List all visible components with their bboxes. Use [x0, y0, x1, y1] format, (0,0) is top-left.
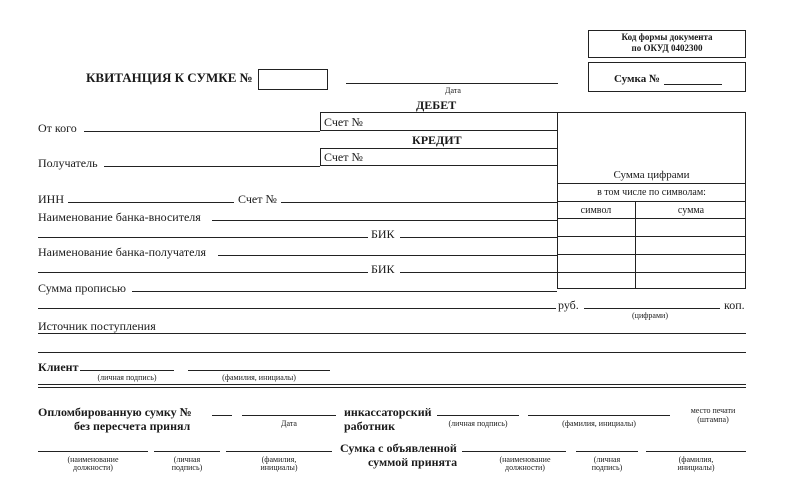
symbol-row-2[interactable]	[557, 254, 746, 255]
sum-words-label: Сумма прописью	[38, 281, 127, 295]
symbol-row-1[interactable]	[557, 236, 746, 237]
br-signature-caption1: (личная	[593, 455, 621, 464]
bl-signature-caption1: (личная	[173, 455, 201, 464]
inn-line[interactable]	[68, 202, 234, 203]
sum-words-line1[interactable]	[132, 291, 557, 292]
collector-signature-caption: (личная подпись)	[448, 419, 508, 428]
client-name-line[interactable]	[188, 370, 330, 371]
sum-col-divider	[635, 201, 636, 289]
sealed-date-caption: Дата	[281, 419, 297, 428]
okud-line1: Код формы документа	[621, 32, 713, 42]
stamp-line1: место печати	[690, 406, 736, 415]
bik-label-2: БИК	[371, 262, 395, 276]
col-symbol-header: символ	[580, 205, 612, 216]
client-signature-caption: (личная подпись)	[97, 373, 157, 382]
bl-name-line[interactable]	[226, 451, 332, 452]
including-symbols-label: в том числе по символам:	[597, 187, 706, 198]
br-signature-line[interactable]	[576, 451, 638, 452]
bl-signature-line[interactable]	[154, 451, 220, 452]
sealed-line2: без пересчета принял	[74, 419, 191, 433]
bag-label: Сумка №	[614, 73, 660, 85]
bag-box	[588, 62, 746, 92]
br-signature-caption2: подпись)	[591, 463, 623, 472]
digits-caption: (цифрами)	[632, 311, 668, 320]
kop-line[interactable]	[584, 308, 720, 309]
recipient-line[interactable]	[104, 166, 320, 167]
bl-position-caption2: должности)	[73, 463, 113, 472]
bank-depositor-label: Наименование банка-вносителя	[38, 210, 201, 224]
debit-account-label: Счет №	[324, 115, 363, 129]
page-title: КВИТАНЦИЯ К СУМКЕ №	[86, 70, 253, 85]
br-name-caption2: инициалы)	[677, 463, 715, 472]
inn-label: ИНН	[38, 192, 64, 206]
bag-number-line[interactable]	[664, 84, 722, 85]
separator-line-1	[38, 384, 746, 385]
declared-line1: Сумка с объявленной	[340, 441, 457, 455]
from-line[interactable]	[84, 131, 320, 132]
sum-digits-label: Сумма цифрами	[613, 169, 690, 181]
sealed-number-line[interactable]	[212, 415, 232, 416]
col-sum-header: сумма	[677, 205, 705, 216]
bank-depositor-line2[interactable]	[38, 237, 368, 238]
separator-line-2	[38, 387, 746, 388]
okud-line2: по ОКУД 0402300	[631, 43, 703, 53]
client-label: Клиент	[38, 360, 79, 374]
bl-name-caption1: (фамилия,	[261, 455, 297, 464]
client-signature-line[interactable]	[80, 370, 174, 371]
credit-account-label: Счет №	[324, 150, 363, 164]
br-position-caption2: должности)	[505, 463, 545, 472]
source-line2[interactable]	[38, 352, 746, 353]
symbol-row-3[interactable]	[557, 272, 746, 273]
br-position-line[interactable]	[484, 451, 566, 452]
bl-position-caption1: (наименование	[67, 455, 119, 464]
br-name-caption1: (фамилия,	[678, 455, 714, 464]
bl-name-caption2: инициалы)	[260, 463, 298, 472]
collector-name-caption: (фамилия, инициалы)	[562, 419, 636, 428]
bik-label-1: БИК	[371, 227, 395, 241]
inn-account-label: Счет №	[238, 192, 277, 206]
collector-signature-line[interactable]	[437, 415, 519, 416]
from-label: От кого	[38, 121, 77, 135]
bik-line-2[interactable]	[400, 272, 557, 273]
source-line1[interactable]	[38, 333, 746, 334]
bl-position-line[interactable]	[38, 451, 148, 452]
bl-signature-caption2: подпись)	[171, 463, 203, 472]
sealed-date-line[interactable]	[242, 415, 336, 416]
sum-words-line2[interactable]	[38, 308, 556, 309]
date-caption: Дата	[445, 86, 461, 95]
date-line[interactable]	[346, 83, 558, 84]
bik-line-1[interactable]	[400, 237, 557, 238]
rub-label: руб.	[558, 298, 579, 312]
collector-line1: инкассаторский	[344, 405, 432, 419]
credit-heading: КРЕДИТ	[412, 133, 462, 147]
receipt-number-box[interactable]	[258, 69, 328, 90]
sum-divider-2	[557, 201, 746, 202]
bank-recipient-line1[interactable]	[218, 255, 557, 256]
inn-account-line[interactable]	[281, 202, 557, 203]
collector-line2: работник	[344, 419, 395, 433]
br-position-caption1: (наименование	[499, 455, 551, 464]
sealed-line1: Опломбированную сумку №	[38, 405, 192, 419]
bank-depositor-line1[interactable]	[212, 220, 557, 221]
stamp-line2: (штампа)	[697, 415, 729, 424]
collector-name-line[interactable]	[528, 415, 670, 416]
bank-recipient-line2[interactable]	[38, 272, 368, 273]
client-name-caption: (фамилия, инициалы)	[222, 373, 296, 382]
source-label: Источник поступления	[38, 319, 156, 333]
sum-divider-1	[557, 183, 746, 184]
kop-label: коп.	[724, 298, 745, 312]
debit-heading: ДЕБЕТ	[416, 98, 457, 112]
recipient-label: Получатель	[38, 156, 98, 170]
bank-recipient-label: Наименование банка-получателя	[38, 245, 206, 259]
sum-divider-3	[557, 218, 746, 219]
br-name-line[interactable]	[646, 451, 746, 452]
declared-line2: суммой принята	[368, 455, 458, 469]
